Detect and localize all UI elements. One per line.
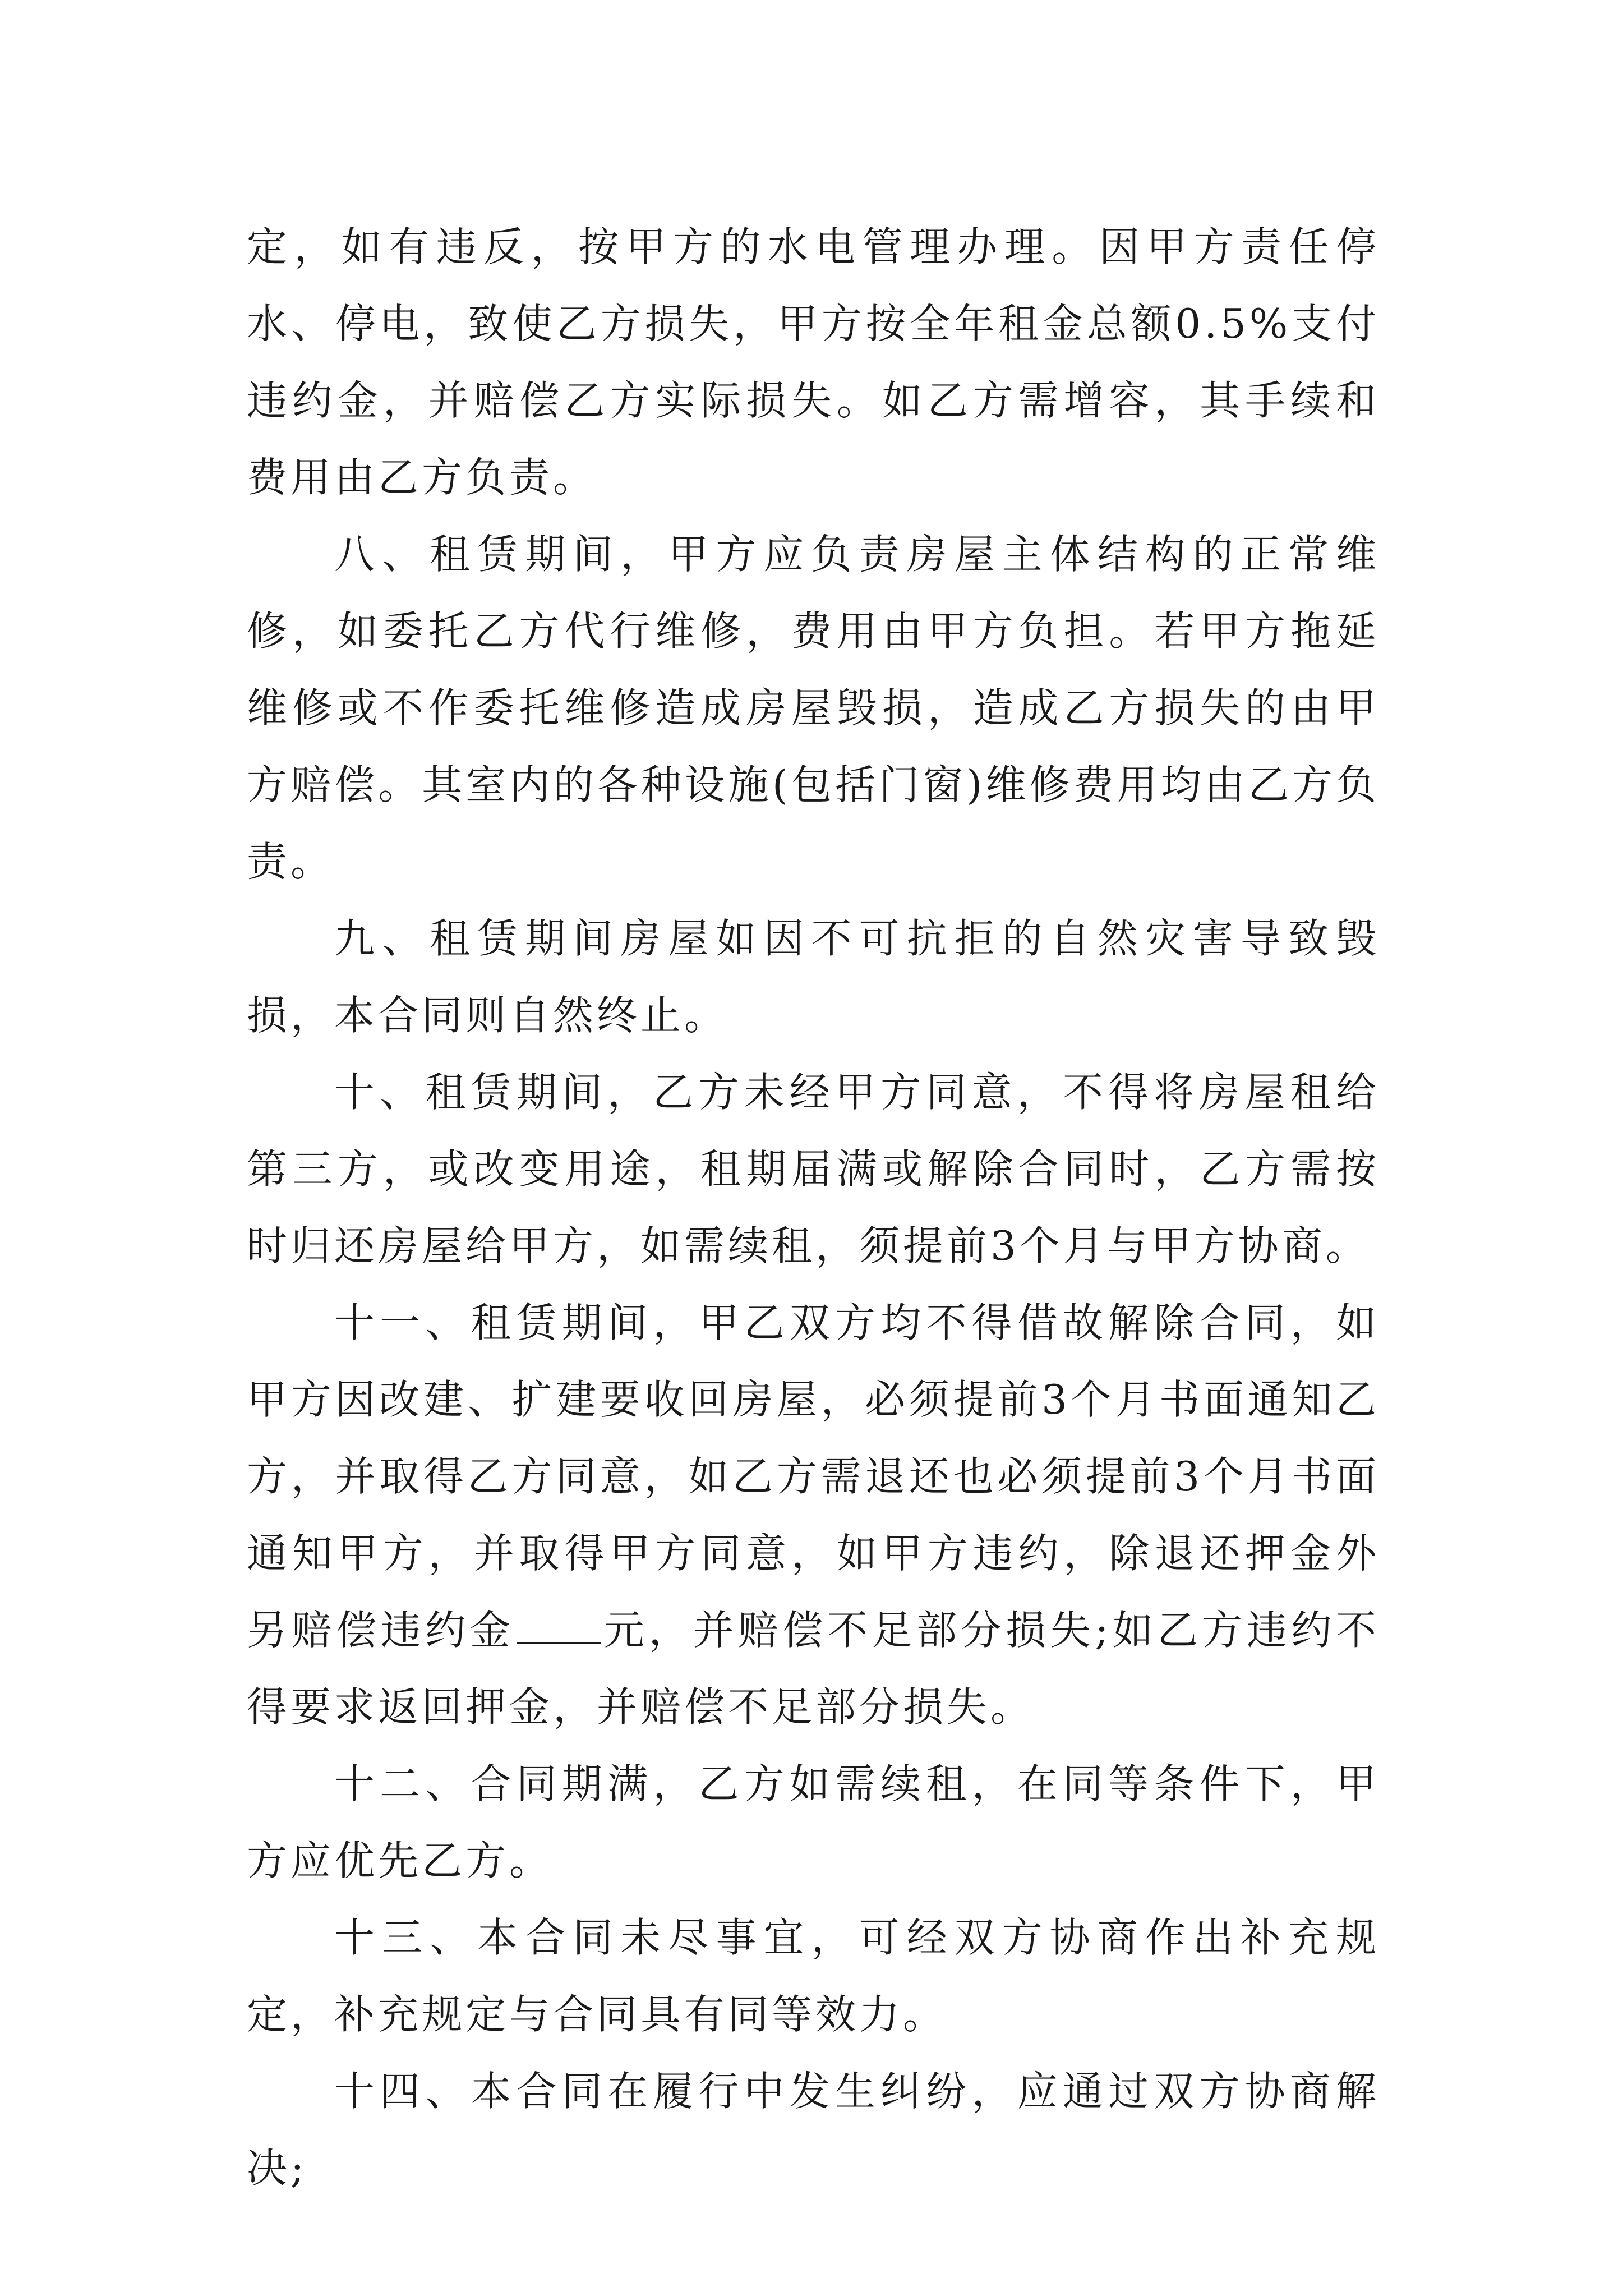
paragraph-clause-11-termination	[247, 1285, 1380, 1746]
paragraph-water-electricity-continued: 定，如有违反，按甲方的水电管理办理。因甲方责任停水、停电，致使乙方损失，甲方按全年租金总额0.5%支付违约金，并赔偿乙方实际损失。如乙方需增容，其手续和费用由乙方负责。	[247, 223, 1380, 501]
paragraph-clause-14-disputes: 十四、本合同在履行中发生纠纷，应通过双方协商解决;	[247, 2068, 1380, 2192]
paragraph-clause-10-sublease: 十、租赁期间，乙方未经甲方同意，不得将房屋租给第三方，或改变用途，租期届满或解除合同时，乙方需按时归还房屋给甲方，如需续租，须提前3个月与甲方协商。	[247, 1069, 1380, 1269]
paragraph-clause-8-maintenance: 八、租赁期间，甲方应负责房屋主体结构的正常维修，如委托乙方代行维修，费用由甲方负担。若甲方拖延维修或不作委托维修造成房屋毁损，造成乙方损失的由甲方赔偿。其室内的各种设施(包括门窗)维修费用均由乙方负责。	[247, 531, 1380, 885]
document-body	[247, 209, 1380, 2207]
penalty-amount-blank	[517, 1609, 601, 1644]
clause-11-text-before-blank: 十一、租赁期间，甲乙双方均不得借故解除合同，如甲方因改建、扩建要收回房屋，必须提前3个月书面通知乙方，并取得乙方同意，如乙方需退还也必须提前3个月书面通知甲方，并取得甲方同意，如甲方违约，除退还押金外另赔偿违约金	[247, 1299, 1380, 1654]
clause-11-text-after-blank: 元，并赔偿不足部分损失;如乙方违约不得要求返回押金，并赔偿不足部分损失。	[247, 1607, 1380, 1731]
paragraph-clause-13-supplement: 十三、本合同未尽事宜，可经双方协商作出补充规定，补充规定与合同具有同等效力。	[247, 1914, 1380, 2038]
paragraph-clause-12-renewal: 十二、合同期满，乙方如需续租，在同等条件下，甲方应优先乙方。	[247, 1760, 1380, 1884]
paragraph-clause-9-force-majeure: 九、租赁期间房屋如因不可抗拒的自然灾害导致毁损，本合同则自然终止。	[247, 915, 1380, 1039]
